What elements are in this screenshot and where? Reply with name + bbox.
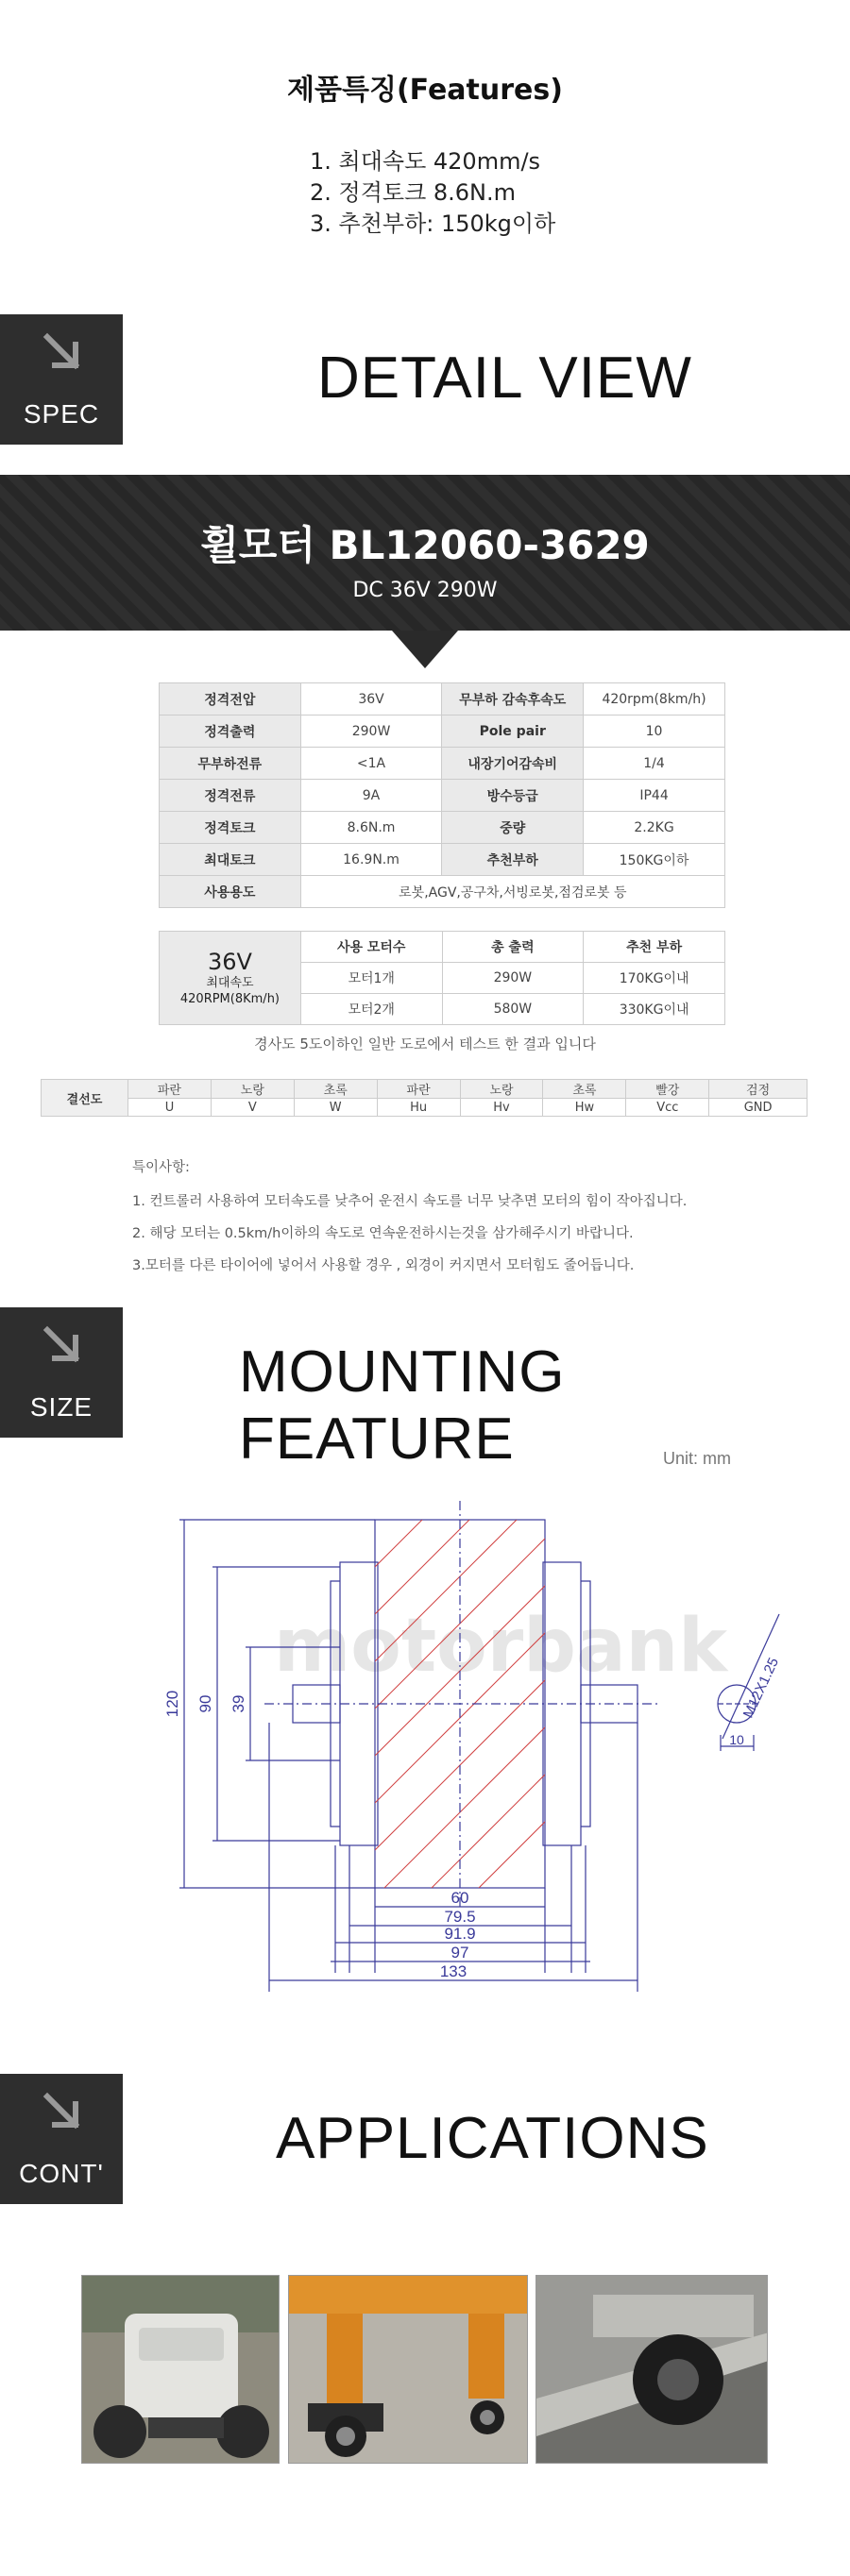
dimension-drawing [151,1491,812,2011]
notes-title: 특이사항: [132,1160,190,1175]
spec-label: 무부하전류 [160,748,301,780]
wire-code: V [211,1099,294,1117]
applications-title: APPLICATIONS [276,2106,709,2171]
perf-cell: 290W [442,963,584,994]
spec-value: 10 [584,716,725,748]
wire-code: GND [709,1099,808,1117]
wire-code: W [294,1099,377,1117]
wire-color: 검정 [709,1080,808,1099]
spec-label: 사용용도 [160,876,301,908]
spec-label: 내장기어감속비 [442,748,584,780]
mounting-feature-title: MOUNTING FEATURE [239,1339,566,1472]
wire-code: Vcc [626,1099,709,1117]
spec-value: IP44 [584,780,725,812]
wire-color: 파란 [377,1080,460,1099]
spec-label: 방수등급 [442,780,584,812]
arrow-down-right-icon [42,331,85,375]
dim-91-9: 91.9 [444,1925,476,1943]
wiring-label: 결선도 [42,1080,128,1117]
spec-label: 정격전류 [160,780,301,812]
spec-label: 정격토크 [160,812,301,844]
wire-code: U [128,1099,212,1117]
banner-pointer [392,631,458,668]
size-badge [0,1307,123,1438]
product-name: 휠모터 BL12060-3629 [200,522,650,568]
note-item: 1. 컨트롤러 사용하여 모터속도를 낮추어 운전시 속도를 너무 낮추면 모터의 힘이 작아집니다. [132,1194,688,1209]
cont-badge [0,2074,123,2204]
application-photo-cart [288,2275,528,2464]
perf-cell: 580W [442,994,584,1025]
notes [132,1152,687,1282]
dim-133: 133 [439,1962,468,1980]
perf-cell: 330KG이내 [584,994,725,1025]
cont-badge-label: CONT' [19,2159,104,2188]
arrow-down-right-icon [42,2091,85,2134]
dim-60: 60 [450,1889,469,1907]
table-row [160,716,725,748]
spec-value: 9A [300,780,442,812]
application-photo-rail-robot [536,2275,768,2464]
wire-code: Hv [460,1099,543,1117]
dim-120: 120 [163,1690,181,1718]
dim-79-5: 79.5 [444,1908,476,1926]
feature-item: 3. 추천부하: 150kg이하 [310,210,556,237]
voltage-cell [160,932,301,1025]
product-rating: DC 36V 290W [352,579,498,602]
spec-label: 중량 [442,812,584,844]
wire-color: 초록 [294,1080,377,1099]
perf-header: 사용 모터수 [300,932,442,963]
spec-value: 150KG이하 [584,844,725,876]
table-row [160,748,725,780]
arrow-down-right-icon [42,1324,85,1368]
wire-color: 파란 [128,1080,212,1099]
perf-cell: 170KG이내 [584,963,725,994]
feature-item: 2. 정격토크 8.6N.m [310,179,517,206]
wire-color: 노랑 [460,1080,543,1099]
features-list [310,146,555,240]
spec-badge [0,314,123,445]
watermark: motorbank [273,1604,728,1689]
table-row [160,780,725,812]
product-banner [0,475,850,631]
spec-value: 420rpm(8km/h) [584,683,725,716]
spec-value: 2.2KG [584,812,725,844]
size-badge-label: SIZE [29,1392,94,1422]
features-title: 제품특징(Features) [287,74,563,107]
spec-table [159,682,725,908]
dim-97: 97 [450,1944,469,1961]
perf-header: 추천 부하 [584,932,725,963]
note-item: 3.모터를 다른 타이어에 넣어서 사용할 경우 , 외경이 커지면서 모터힘도 줄어듭니다. [132,1258,635,1273]
spec-value: 36V [300,683,442,716]
dim-39: 39 [230,1694,247,1713]
spec-value: 8.6N.m [300,812,442,844]
dim-90: 90 [196,1694,214,1713]
spec-label: 최대토크 [160,844,301,876]
spec-value: <1A [300,748,442,780]
spec-label: 추천부하 [442,844,584,876]
table-row [160,683,725,716]
shaft-dim: 10 [729,1732,744,1747]
perf-header: 총 출력 [442,932,584,963]
spec-label: 정격출력 [160,716,301,748]
voltage-value: 36V [207,949,252,975]
perf-cell: 모터2개 [300,994,442,1025]
detail-view-title: DETAIL VIEW [317,345,692,411]
unit-label: Unit: mm [663,1449,731,1468]
spec-label: Pole pair [442,716,584,748]
performance-table [159,931,725,1025]
wire-code: Hu [377,1099,460,1117]
wire-color: 노랑 [211,1080,294,1099]
spec-value: 290W [300,716,442,748]
test-note: 경사도 5도이하인 일반 도로에서 테스트 한 결과 입니다 [254,1035,596,1052]
wire-color: 빨강 [626,1080,709,1099]
wiring-table [41,1079,808,1117]
feature-item: 1. 최대속도 420mm/s [310,148,541,175]
spec-value: 16.9N.m [300,844,442,876]
thread-spec: M12X1.25 [740,1655,783,1721]
wire-code: Hw [543,1099,626,1117]
table-row [160,812,725,844]
note-item: 2. 해당 모터는 0.5km/h이하의 속도로 연속운전하시는것을 삼가해주시기 바랍니다. [132,1226,634,1241]
application-photo-sweeper [81,2275,280,2464]
table-row [160,844,725,876]
spec-badge-label: SPEC [23,399,100,429]
spec-label: 정격전압 [160,683,301,716]
spec-value: 1/4 [584,748,725,780]
table-row [160,876,725,908]
perf-cell: 모터1개 [300,963,442,994]
speed-value: 420RPM(8Km/h) [179,992,280,1006]
spec-value: 로봇,AGV,공구차,서빙로봇,점검로봇 등 [300,876,724,908]
spec-label: 무부하 감속후속도 [442,683,584,716]
speed-label: 최대속도 [206,976,254,990]
wire-color: 초록 [543,1080,626,1099]
